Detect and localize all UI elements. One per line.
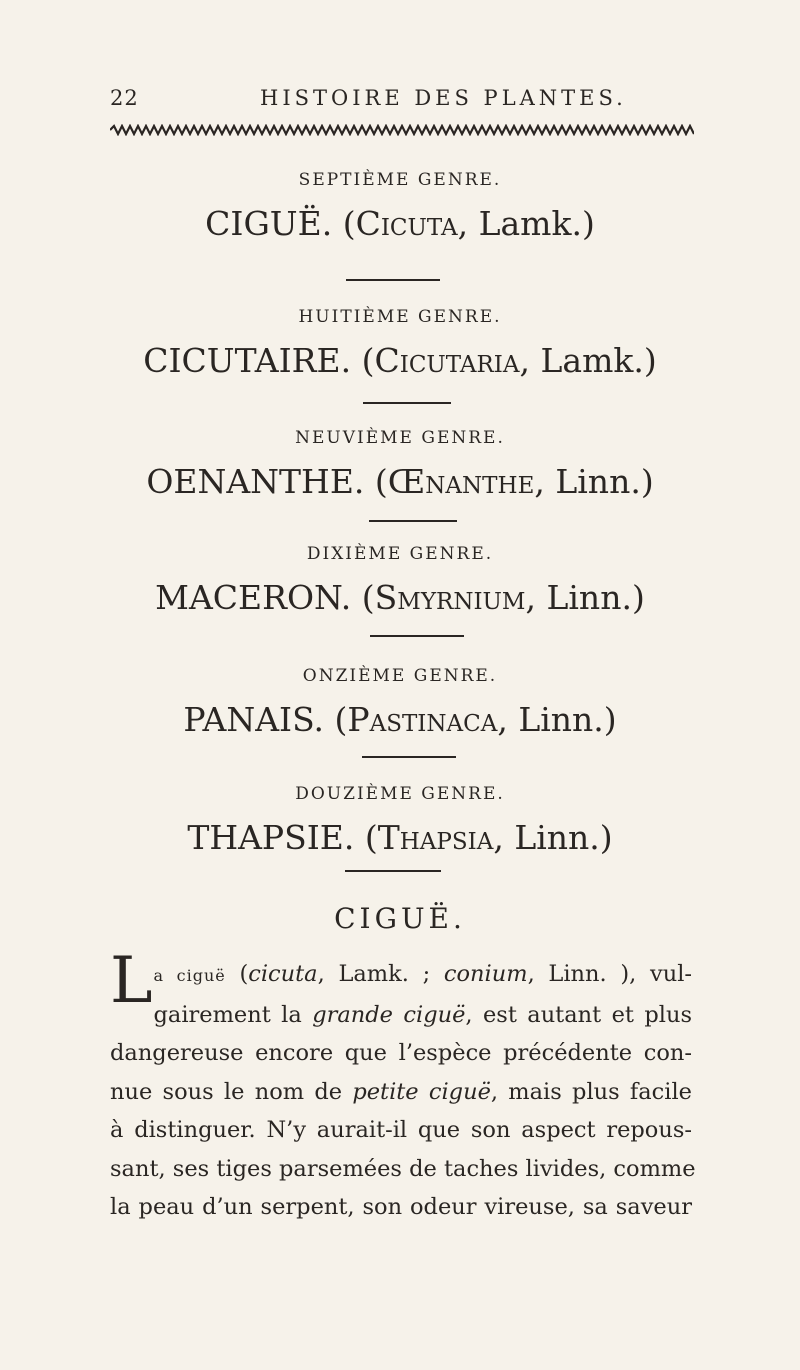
genus-latin-name: Thapsia xyxy=(377,818,494,857)
italic-term: conium xyxy=(443,961,528,987)
text-line: dangereuse encore que l’espèce précédente con- xyxy=(110,1040,692,1066)
genus-rank: NEUVIÈME GENRE. xyxy=(295,428,505,448)
text-fragment: , Lamk. ; xyxy=(317,961,444,987)
text-line xyxy=(110,996,692,1035)
genus-latin-name: Cicutaria xyxy=(374,341,520,380)
genus-author: Lamk. xyxy=(478,204,582,243)
genus-author: Lamk. xyxy=(540,341,644,380)
first-word-rest: a xyxy=(153,966,165,985)
ornamental-rule xyxy=(110,124,694,136)
genus-name: PANAIS. (Pastinaca, Linn.) xyxy=(183,700,617,739)
drop-cap: L xyxy=(110,944,153,1018)
genus-author: Linn. xyxy=(514,818,600,857)
genus-latin-name: Pastinaca xyxy=(347,700,498,739)
genus-author: Linn. xyxy=(518,700,604,739)
section-rule xyxy=(362,756,456,758)
genus-latin-name: Œnanthe xyxy=(387,462,535,501)
text-line xyxy=(110,1073,692,1112)
genus-french-name: CICUTAIRE. xyxy=(143,341,352,380)
genus-french-name: PANAIS. xyxy=(183,700,324,739)
section-rule xyxy=(370,635,464,637)
genus-block-8 xyxy=(0,307,800,381)
running-head xyxy=(110,86,690,116)
text-fragment: gairement la xyxy=(153,1001,313,1028)
genus-latin-name: Cicuta xyxy=(355,204,458,243)
text-line: la peau d’un serpent, son odeur vireuse, sa saveur xyxy=(110,1194,692,1220)
section-rule xyxy=(363,402,451,404)
genus-french-name: MACERON. xyxy=(155,578,352,617)
small-caps-text xyxy=(154,966,226,985)
page-number: 22 xyxy=(110,86,139,110)
genus-block-12 xyxy=(0,784,800,858)
italic-term: petite ciguë xyxy=(352,1078,491,1105)
genus-author: Linn. xyxy=(555,462,641,501)
text-line: à distinguer. N’y aurait-il que son aspect repous- xyxy=(110,1117,692,1143)
genus-author: Linn. xyxy=(546,578,632,617)
genus-name: OENANTHE. (Œnanthe, Linn.) xyxy=(146,462,654,501)
italic-term: grande ciguë xyxy=(312,1001,466,1028)
genus-block-11 xyxy=(0,666,800,740)
running-title: HISTOIRE DES PLANTES. xyxy=(260,86,627,110)
section-rule xyxy=(369,520,457,522)
genus-block-9 xyxy=(0,428,800,502)
section-title: CIGUË. xyxy=(334,902,466,935)
genus-rank: DOUZIÈME GENRE. xyxy=(295,784,505,804)
genus-block-7 xyxy=(0,170,800,244)
genus-name: THAPSIE. (Thapsia, Linn.) xyxy=(187,818,613,857)
section-rule xyxy=(345,870,441,872)
text-fragment: , Linn. ), vul- xyxy=(527,961,693,987)
genus-rank: ONZIÈME GENRE. xyxy=(302,666,498,686)
genus-rank: SEPTIÈME GENRE. xyxy=(298,170,502,190)
genus-name: MACERON. (Smyrnium, Linn.) xyxy=(155,578,645,617)
genus-name: CICUTAIRE. (Cicutaria, Lamk.) xyxy=(143,341,657,380)
genus-french-name: CIGUË. xyxy=(205,204,333,243)
genus-french-name: THAPSIE. xyxy=(187,818,355,857)
text-fragment: , est autant et plus xyxy=(465,1001,692,1028)
genus-block-10 xyxy=(0,544,800,618)
genus-rank: HUITIÈME GENRE. xyxy=(298,307,502,327)
italic-term: cicuta xyxy=(248,961,318,987)
section-rule xyxy=(346,279,440,281)
text-fragment: , mais plus facile xyxy=(490,1078,692,1105)
text-line: sant, ses tiges parsemées de taches livides, comme xyxy=(110,1155,696,1182)
genus-french-name: OENANTHE. xyxy=(146,462,365,501)
first-caps-word: ciguë xyxy=(176,966,226,985)
genus-name: CIGUË. (Cicuta, Lamk.) xyxy=(205,204,595,243)
text-fragment: nue sous le nom de xyxy=(110,1078,353,1105)
text-fragment: ( xyxy=(225,961,249,987)
genus-latin-name: Smyrnium xyxy=(374,578,526,617)
body-paragraph xyxy=(110,944,696,1227)
genus-rank: DIXIÈME GENRE. xyxy=(306,544,494,564)
